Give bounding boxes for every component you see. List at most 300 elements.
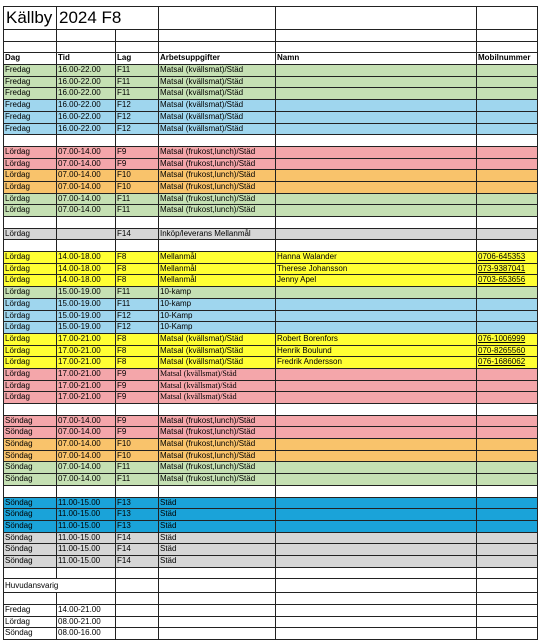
cell-name — [276, 287, 477, 299]
cell-task: Matsal (kvällsmat)/Städ — [159, 77, 276, 89]
table-row — [3, 521, 538, 533]
cell-team: F11 — [116, 194, 159, 206]
empty-cell — [477, 486, 538, 498]
cell-task: 10-kamp — [159, 299, 276, 311]
cell-task: Städ — [159, 556, 276, 568]
header-name: Namn — [276, 53, 477, 65]
table-row — [3, 194, 538, 206]
cell-phone — [477, 65, 538, 77]
header-task: Arbetsuppgifter — [159, 53, 276, 65]
table-row — [3, 159, 538, 171]
cell-task: Matsal (kvällsmat)/Städ — [159, 124, 276, 136]
section-title: Huvudansvarig — [3, 579, 57, 593]
cell-name — [276, 299, 477, 311]
cell-team: F8 — [116, 275, 159, 287]
cell-team: F11 — [116, 474, 159, 486]
empty-cell — [57, 593, 116, 605]
cell-name — [276, 124, 477, 136]
table-row — [3, 275, 538, 287]
table-row — [3, 287, 538, 299]
cell-day: Lördag — [3, 159, 57, 171]
cell-team: F11 — [116, 462, 159, 474]
blank-row — [3, 568, 538, 580]
cell-phone — [477, 182, 538, 194]
cell-phone — [477, 509, 538, 521]
empty-cell — [477, 240, 538, 252]
table-row — [3, 439, 538, 451]
cell-team: F8 — [116, 334, 159, 346]
cell-task: Matsal (frukost,lunch)/Städ — [159, 462, 276, 474]
cell-day: Fredag — [3, 65, 57, 77]
empty-cell — [116, 568, 159, 580]
cell-day: Lördag — [3, 182, 57, 194]
cell-day: Lördag — [3, 311, 57, 323]
cell-name — [276, 229, 477, 241]
empty-cell — [57, 217, 116, 229]
cell-time: 17.00-21.00 — [57, 369, 116, 381]
table-row — [3, 416, 538, 428]
cell-name — [276, 205, 477, 217]
empty-cell — [57, 404, 116, 416]
cell-name — [276, 462, 477, 474]
cell-time: 15.00-19.00 — [57, 299, 116, 311]
table-row — [3, 509, 538, 521]
cell-task: Inköp/leverans Mellanmål — [159, 229, 276, 241]
cell-phone — [477, 147, 538, 159]
cell-phone — [477, 451, 538, 463]
cell-name — [276, 182, 477, 194]
empty-cell — [159, 42, 276, 54]
cell-task: Matsal (kvällsmat)/Städ — [159, 334, 276, 346]
cell-time: 11.00-15.00 — [57, 509, 116, 521]
title-row — [3, 6, 538, 30]
cell-name — [276, 112, 477, 124]
cell-time: 16.00-22.00 — [57, 112, 116, 124]
cell-time: 11.00-15.00 — [57, 533, 116, 545]
cell-team — [116, 617, 159, 629]
blank-row — [3, 593, 538, 605]
cell-day: Lördag — [3, 381, 57, 393]
cell-day: Söndag — [3, 451, 57, 463]
cell-day: Lördag — [3, 170, 57, 182]
cell-phone — [477, 194, 538, 206]
table-row — [3, 252, 538, 264]
cell-team: F11 — [116, 287, 159, 299]
table-row — [3, 628, 538, 640]
cell-day: Söndag — [3, 556, 57, 568]
table-row — [3, 112, 538, 124]
cell-task: Matsal (kvällsmat)/Städ — [159, 346, 276, 358]
cell-day: Lördag — [3, 275, 57, 287]
cell-team: F10 — [116, 170, 159, 182]
cell-team: F11 — [116, 205, 159, 217]
cell-day: Lördag — [3, 617, 57, 629]
cell-task: Städ — [159, 521, 276, 533]
empty-cell — [57, 240, 116, 252]
cell-time: 07.00-14.00 — [57, 474, 116, 486]
empty-cell — [477, 30, 538, 42]
table-row — [3, 544, 538, 556]
cell-team: F9 — [116, 392, 159, 404]
cell-name — [276, 194, 477, 206]
cell-time: 07.00-14.00 — [57, 159, 116, 171]
table-row — [3, 556, 538, 568]
cell-team: F8 — [116, 346, 159, 358]
cell-phone — [477, 88, 538, 100]
cell-phone — [477, 311, 538, 323]
cell-name — [276, 381, 477, 393]
cell-time: 07.00-14.00 — [57, 462, 116, 474]
blank-row — [3, 42, 538, 54]
empty-cell — [159, 217, 276, 229]
blank-row — [3, 217, 538, 229]
header-row — [3, 53, 538, 65]
cell-phone — [477, 100, 538, 112]
cell-name: Therese Johansson — [276, 264, 477, 276]
empty-cell — [3, 404, 57, 416]
cell-task: 10-Kamp — [159, 311, 276, 323]
cell-name — [276, 509, 477, 521]
cell-team: F9 — [116, 427, 159, 439]
empty-cell — [116, 30, 159, 42]
empty-cell — [159, 7, 276, 30]
cell-time: 16.00-22.00 — [57, 77, 116, 89]
cell-time: 14.00-18.00 — [57, 252, 116, 264]
table-row — [3, 462, 538, 474]
empty-cell — [3, 240, 57, 252]
cell-team: F13 — [116, 509, 159, 521]
empty-cell — [57, 30, 116, 42]
cell-phone — [477, 556, 538, 568]
empty-cell — [477, 42, 538, 54]
cell-day: Lördag — [3, 334, 57, 346]
empty-cell — [477, 568, 538, 580]
cell-day: Fredag — [3, 77, 57, 89]
header-phone: Mobilnummer — [477, 53, 538, 65]
cell-day: Lördag — [3, 299, 57, 311]
cell-day: Lördag — [3, 392, 57, 404]
cell-team: F9 — [116, 369, 159, 381]
cell-name — [276, 439, 477, 451]
table-row — [3, 100, 538, 112]
blank-row — [3, 486, 538, 498]
cell-phone — [477, 462, 538, 474]
cell-day: Lördag — [3, 229, 57, 241]
table-row — [3, 77, 538, 89]
cell-day: Lördag — [3, 346, 57, 358]
empty-cell — [159, 593, 276, 605]
table-row — [3, 334, 538, 346]
cell-time: 08.00-16.00 — [57, 628, 116, 640]
cell-time: 07.00-14.00 — [57, 427, 116, 439]
cell-phone — [477, 170, 538, 182]
cell-time: 07.00-14.00 — [57, 147, 116, 159]
header-team: Lag — [116, 53, 159, 65]
table-row — [3, 264, 538, 276]
cell-name — [276, 65, 477, 77]
cell-team: F11 — [116, 88, 159, 100]
cell-team: F9 — [116, 381, 159, 393]
cell-team: F14 — [116, 556, 159, 568]
cell-time: 17.00-21.00 — [57, 381, 116, 393]
cell-day: Lördag — [3, 322, 57, 334]
cell-task: Matsal (kvällsmat)/Städ — [159, 357, 276, 369]
cell-task — [159, 617, 276, 629]
empty-cell — [116, 593, 159, 605]
cell-time: 15.00-19.00 — [57, 287, 116, 299]
cell-time: 07.00-14.00 — [57, 451, 116, 463]
empty-cell — [3, 217, 57, 229]
empty-cell — [116, 404, 159, 416]
table-row — [3, 381, 538, 393]
table-row — [3, 88, 538, 100]
table-row — [3, 427, 538, 439]
cell-time — [57, 229, 116, 241]
cell-name — [276, 579, 477, 593]
cell-phone — [477, 474, 538, 486]
cell-name — [276, 427, 477, 439]
cell-name — [276, 100, 477, 112]
blank-row — [3, 240, 538, 252]
cell-team: F9 — [116, 416, 159, 428]
cell-team: F8 — [116, 252, 159, 264]
table-row — [3, 147, 538, 159]
cell-time: 11.00-15.00 — [57, 521, 116, 533]
cell-name — [276, 88, 477, 100]
cell-time: 17.00-21.00 — [57, 392, 116, 404]
cell-day: Fredag — [3, 112, 57, 124]
blank-row — [3, 135, 538, 147]
cell-task: Matsal (frukost,lunch)/Städ — [159, 416, 276, 428]
cell-time: 14.00-21.00 — [57, 605, 116, 617]
empty-cell — [3, 486, 57, 498]
cell-team: F10 — [116, 182, 159, 194]
cell-day: Lördag — [3, 264, 57, 276]
cell-phone — [477, 628, 538, 640]
cell-day: Söndag — [3, 533, 57, 545]
cell-name: Hanna Walander — [276, 252, 477, 264]
cell-phone — [477, 498, 538, 510]
cell-day: Lördag — [3, 194, 57, 206]
cell-name — [276, 498, 477, 510]
cell-task: Matsal (frukost,lunch)/Städ — [159, 427, 276, 439]
cell-name: Jenny Apel — [276, 275, 477, 287]
cell-task: Matsal (kvällsmat)/Städ — [159, 88, 276, 100]
header-day: Dag — [3, 53, 57, 65]
cell-phone — [477, 124, 538, 136]
cell-phone: 070-8265560 — [477, 346, 538, 358]
cell-task: Städ — [159, 544, 276, 556]
cell-task: 10-Kamp — [159, 322, 276, 334]
cell-phone — [477, 112, 538, 124]
cell-day: Söndag — [3, 427, 57, 439]
cell-phone: 0703-653656 — [477, 275, 538, 287]
cell-time: 16.00-22.00 — [57, 124, 116, 136]
empty-cell — [477, 593, 538, 605]
empty-cell — [159, 486, 276, 498]
cell-team: F12 — [116, 100, 159, 112]
cell-task: Matsal (frukost,lunch)/Städ — [159, 170, 276, 182]
cell-time: 08.00-21.00 — [57, 617, 116, 629]
empty-cell — [3, 135, 57, 147]
cell-day: Söndag — [3, 509, 57, 521]
empty-cell — [276, 7, 477, 30]
cell-name — [276, 77, 477, 89]
table-row — [3, 322, 538, 334]
cell-team — [116, 605, 159, 617]
cell-name — [276, 170, 477, 182]
table-row — [3, 170, 538, 182]
cell-task — [159, 605, 276, 617]
cell-name — [276, 147, 477, 159]
cell-task — [159, 628, 276, 640]
cell-task — [159, 579, 276, 593]
cell-day: Lördag — [3, 205, 57, 217]
empty-cell — [57, 42, 116, 54]
empty-cell — [57, 135, 116, 147]
empty-cell — [276, 404, 477, 416]
cell-team: F9 — [116, 159, 159, 171]
cell-task: Matsal (frukost,lunch)/Städ — [159, 182, 276, 194]
cell-task: Matsal (kvällsmat)/Städ — [159, 369, 276, 381]
cell-phone — [477, 521, 538, 533]
empty-cell — [3, 593, 57, 605]
table-row — [3, 182, 538, 194]
schedule-grid — [3, 30, 538, 640]
cell-team: F12 — [116, 124, 159, 136]
cell-name — [276, 451, 477, 463]
cell-day: Lördag — [3, 357, 57, 369]
cell-team: F14 — [116, 544, 159, 556]
table-row — [3, 65, 538, 77]
blank-row — [3, 30, 538, 42]
cell-time — [57, 579, 116, 593]
cell-task: Matsal (frukost,lunch)/Städ — [159, 147, 276, 159]
cell-task: Matsal (frukost,lunch)/Städ — [159, 451, 276, 463]
year-team-title: 2024 F8 — [57, 7, 159, 30]
cell-phone — [477, 579, 538, 593]
cell-team: F14 — [116, 533, 159, 545]
cell-team: F8 — [116, 357, 159, 369]
cell-name — [276, 322, 477, 334]
empty-cell — [159, 404, 276, 416]
empty-cell — [276, 135, 477, 147]
cell-phone — [477, 605, 538, 617]
empty-cell — [3, 30, 57, 42]
cell-name — [276, 533, 477, 545]
empty-cell — [477, 7, 538, 30]
empty-cell — [276, 568, 477, 580]
venue-title: Källby — [3, 7, 57, 30]
cell-day: Lördag — [3, 287, 57, 299]
cell-phone — [477, 617, 538, 629]
cell-time: 16.00-22.00 — [57, 65, 116, 77]
cell-day: Lördag — [3, 147, 57, 159]
cell-name — [276, 605, 477, 617]
cell-team: F10 — [116, 439, 159, 451]
cell-task: Mellanmål — [159, 275, 276, 287]
cell-day: Fredag — [3, 124, 57, 136]
cell-time: 17.00-21.00 — [57, 357, 116, 369]
cell-task: Matsal (kvällsmat)/Städ — [159, 381, 276, 393]
cell-day: Söndag — [3, 439, 57, 451]
table-row — [3, 346, 538, 358]
cell-time: 14.00-18.00 — [57, 264, 116, 276]
cell-team: F11 — [116, 77, 159, 89]
cell-task: Städ — [159, 533, 276, 545]
cell-name: Robert Borenfors — [276, 334, 477, 346]
cell-team: F12 — [116, 112, 159, 124]
cell-phone: 073-9387041 — [477, 264, 538, 276]
cell-task: 10-kamp — [159, 287, 276, 299]
table-row — [3, 605, 538, 617]
cell-team: F13 — [116, 498, 159, 510]
cell-phone — [477, 369, 538, 381]
cell-day: Söndag — [3, 498, 57, 510]
table-row — [3, 451, 538, 463]
cell-day: Fredag — [3, 100, 57, 112]
cell-team: F10 — [116, 451, 159, 463]
cell-task: Städ — [159, 498, 276, 510]
cell-day: Lördag — [3, 252, 57, 264]
cell-time: 11.00-15.00 — [57, 544, 116, 556]
table-row — [3, 617, 538, 629]
cell-time: 16.00-22.00 — [57, 88, 116, 100]
cell-time: 15.00-19.00 — [57, 322, 116, 334]
cell-time: 07.00-14.00 — [57, 416, 116, 428]
cell-time: 07.00-14.00 — [57, 439, 116, 451]
empty-cell — [159, 135, 276, 147]
cell-time: 15.00-19.00 — [57, 311, 116, 323]
cell-phone — [477, 427, 538, 439]
cell-team — [116, 628, 159, 640]
cell-phone — [477, 159, 538, 171]
cell-phone: 076-1686062 — [477, 357, 538, 369]
cell-team: F14 — [116, 229, 159, 241]
cell-task: Städ — [159, 509, 276, 521]
empty-cell — [57, 486, 116, 498]
empty-cell — [3, 568, 57, 580]
empty-cell — [57, 568, 116, 580]
cell-phone: 076-1006999 — [477, 334, 538, 346]
cell-name — [276, 392, 477, 404]
cell-team: F8 — [116, 264, 159, 276]
cell-team: F11 — [116, 65, 159, 77]
cell-day: Fredag — [3, 605, 57, 617]
cell-phone — [477, 205, 538, 217]
cell-day: Söndag — [3, 462, 57, 474]
cell-task: Matsal (kvällsmat)/Städ — [159, 392, 276, 404]
cell-day: Söndag — [3, 474, 57, 486]
cell-phone — [477, 381, 538, 393]
cell-task: Matsal (kvällsmat)/Städ — [159, 100, 276, 112]
section-row — [3, 579, 538, 593]
table-row — [3, 299, 538, 311]
cell-task: Matsal (frukost,lunch)/Städ — [159, 205, 276, 217]
empty-cell — [116, 240, 159, 252]
cell-phone — [477, 229, 538, 241]
empty-cell — [276, 240, 477, 252]
table-row — [3, 474, 538, 486]
cell-time: 17.00-21.00 — [57, 334, 116, 346]
empty-cell — [276, 593, 477, 605]
cell-task: Mellanmål — [159, 252, 276, 264]
empty-cell — [3, 42, 57, 54]
empty-cell — [159, 568, 276, 580]
empty-cell — [477, 217, 538, 229]
table-row — [3, 357, 538, 369]
cell-phone — [477, 533, 538, 545]
